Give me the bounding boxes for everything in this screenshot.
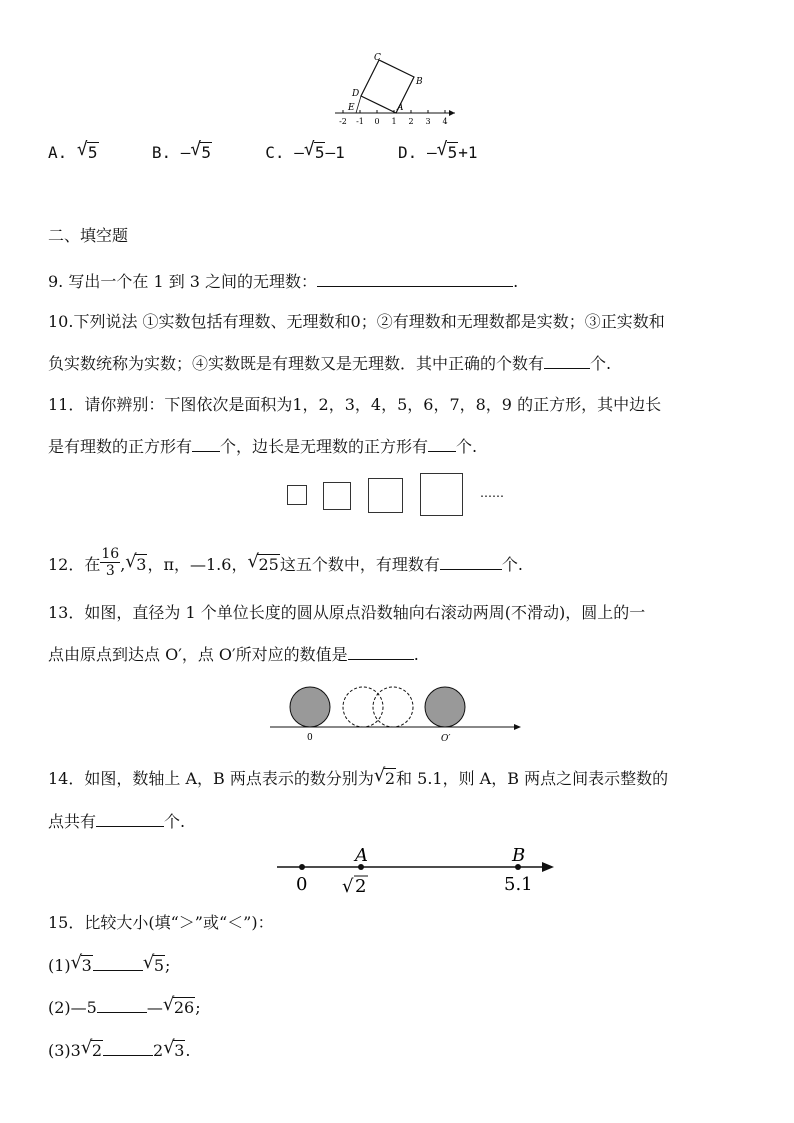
option-c: C. — √ 5—1 [265, 139, 345, 162]
square-1 [288, 486, 307, 505]
answer-blank[interactable] [97, 998, 147, 1013]
answer-blank[interactable] [440, 555, 502, 570]
origin-label: 0 [307, 733, 313, 743]
point-a-label: A [355, 845, 368, 866]
tick-label: 0 [374, 117, 380, 126]
ab-number-line-figure [272, 843, 562, 899]
sqrt2-value: 2 [355, 876, 367, 897]
origin-point [299, 864, 305, 870]
question-12: 12．在 $\frac{16}{3}$ , √ 3，π，—1.6， √ 25这五个数中，有理数有 个. [48, 546, 523, 579]
option-a: A. √ 5 [48, 139, 98, 162]
question-15-title: 15．比较大小(填“＞”或“＜”)： [48, 913, 274, 932]
tick-label: 3 [425, 117, 431, 126]
answer-blank[interactable] [317, 272, 513, 287]
answer-blank[interactable] [103, 1041, 153, 1056]
origin-value: 0 [296, 874, 308, 895]
section-title: 二、填空题 [48, 226, 129, 245]
question-11-line2: 是有理数的正方形有 个，边长是无理数的正方形有 个. [48, 437, 478, 456]
label-d: D [352, 89, 360, 99]
rolling-circle-figure [265, 680, 530, 750]
question-13-line2: 点由原点到达点 O′，点 O′所对应的数值是 . [48, 645, 419, 664]
q8-options [48, 139, 478, 163]
tick-label: 4 [442, 117, 448, 126]
question-15-part-2: (2)—5 — √ 26; [48, 994, 201, 1017]
question-14-line1: 14．如图，数轴上 A，B 两点表示的数分别为 √ 2和 5.1，则 A，B 两点之间表示整数的 [48, 765, 669, 788]
sqrt-symbol: √ [342, 876, 354, 897]
tick-label: 1 [391, 117, 397, 126]
question-10-line1: 10.下列说法 ①实数包括有理数、无理数和0；②有理数和无理数都是实数；③正实数和 [48, 312, 665, 331]
square-3 [369, 479, 403, 513]
question-13-line1: 13．如图，直径为 1 个单位长度的圆从原点沿数轴向右滚动两周(不滑动)，圆上的一 [48, 603, 646, 622]
b-value: 5.1 [504, 874, 533, 895]
label-e: E [348, 103, 355, 113]
question-14-line2: 点共有 个. [48, 812, 186, 831]
answer-blank[interactable] [348, 645, 414, 660]
start-circle [290, 687, 330, 727]
square-number-line-figure [330, 50, 460, 130]
tick-label: -1 [356, 117, 364, 126]
question-9: 9. 写出一个在 1 到 3 之间的无理数： . [48, 272, 519, 291]
label-a: A [397, 103, 404, 113]
answer-blank[interactable] [192, 437, 220, 452]
question-15-part-3: (3)3 √ 2 2 √ 3. [48, 1037, 191, 1060]
question-15-part-1: (1) √ 3 √ 5; [48, 952, 171, 975]
o-prime-label: O′ [441, 734, 451, 744]
answer-blank[interactable] [428, 437, 456, 452]
square-2 [324, 483, 351, 510]
label-c: C [374, 53, 381, 63]
label-b: B [416, 77, 423, 87]
option-d: D. — √ 5+1 [398, 139, 478, 162]
question-11-line1: 11．请你辨别：下图依次是面积为1，2，3，4，5，6，7，8，9 的正方形，其中边长 [48, 395, 662, 414]
answer-blank[interactable] [93, 956, 143, 971]
option-b: B. — √ 5 [151, 139, 212, 162]
end-circle [425, 687, 465, 727]
squares-figure [280, 470, 520, 520]
ellipsis: …… [480, 486, 504, 500]
answer-blank[interactable] [96, 812, 164, 827]
square-4 [421, 474, 463, 516]
answer-blank[interactable] [544, 354, 590, 369]
rolling-circle-2 [373, 687, 413, 727]
question-10-line2: 负实数统称为实数；④实数既是有理数又是无理数．其中正确的个数有 个. [48, 354, 612, 373]
rolling-circle-1 [343, 687, 383, 727]
point-b-label: B [512, 845, 526, 866]
tick-label: 2 [408, 117, 414, 126]
tick-label: -2 [339, 117, 347, 126]
